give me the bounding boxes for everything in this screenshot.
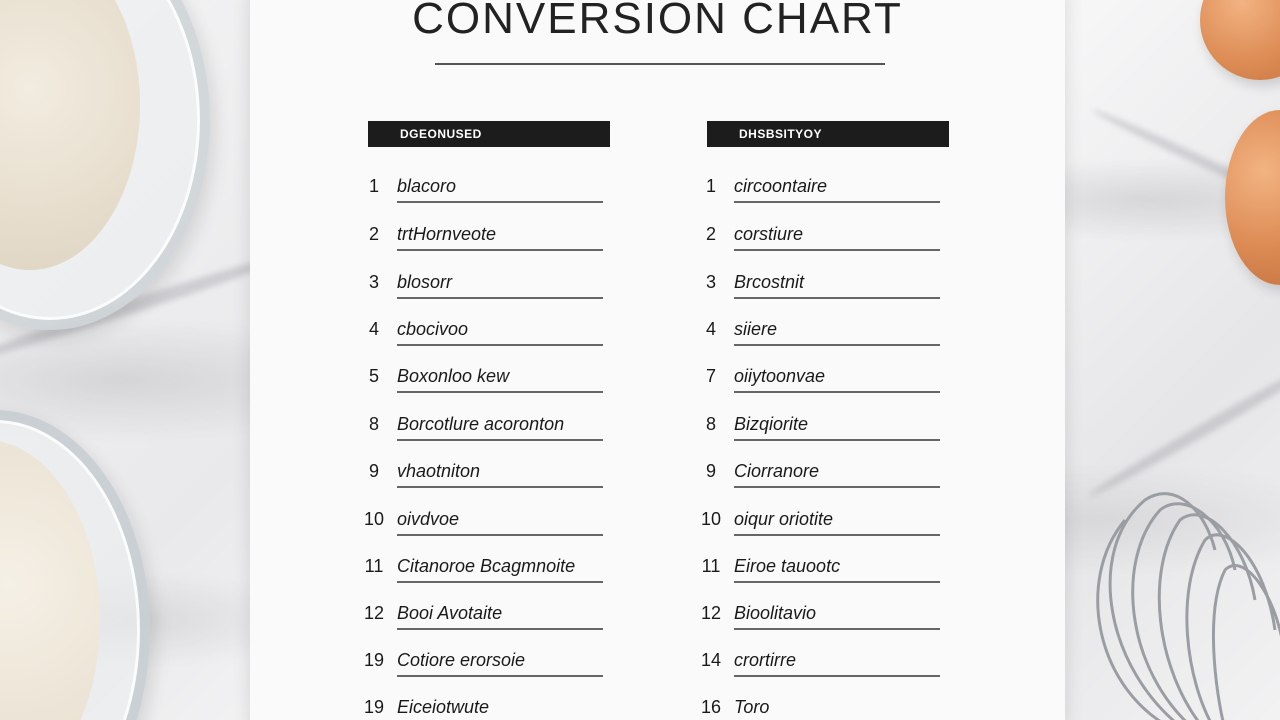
item-label: Eiceiotwute [397, 697, 490, 717]
underline [734, 201, 940, 203]
item-number: 4 [705, 319, 716, 339]
list-item [697, 603, 949, 633]
item-label: trtHornveote [397, 224, 497, 244]
list-item [360, 650, 612, 680]
item-label: oiqur oriotite [734, 509, 834, 529]
underline [397, 391, 603, 393]
item-number: 16 [700, 697, 722, 717]
item-label: vhaotniton [397, 461, 481, 481]
list-item [697, 414, 949, 444]
item-label: cbocivoo [397, 319, 469, 339]
item-number: 4 [368, 319, 379, 339]
underline [734, 628, 940, 630]
item-label: Toro [734, 697, 770, 717]
underline [734, 344, 940, 346]
underline [397, 628, 603, 630]
list-item [360, 603, 612, 633]
item-number: 8 [368, 414, 379, 434]
item-label: oivdvoe [397, 509, 460, 529]
item-label: blacoro [397, 176, 457, 196]
item-label: Booi Avotaite [397, 603, 503, 623]
item-number: 3 [705, 272, 716, 292]
list-item [697, 650, 949, 680]
item-number: 11 [364, 556, 384, 576]
list-item [697, 319, 949, 349]
list-item [697, 461, 949, 491]
item-label: corstiure [734, 224, 804, 244]
item-label: Bizqiorite [734, 414, 809, 434]
underline [397, 534, 603, 536]
list-item [360, 414, 612, 444]
list-item [697, 176, 949, 206]
underline [734, 534, 940, 536]
item-number: 10 [363, 509, 385, 529]
item-number: 5 [368, 366, 379, 386]
underline [734, 297, 940, 299]
list-item [360, 509, 612, 539]
underline [734, 581, 940, 583]
underline [397, 344, 603, 346]
underline [734, 249, 940, 251]
list-item [360, 366, 612, 396]
egg [1225, 110, 1280, 285]
item-number: 11 [701, 556, 721, 576]
item-number: 3 [368, 272, 379, 292]
item-number: 1 [368, 176, 379, 196]
item-number: 2 [368, 224, 379, 244]
underline [734, 675, 940, 677]
list-item [697, 272, 949, 302]
underline [397, 297, 603, 299]
item-label: Bioolitavio [734, 603, 817, 623]
whisk-icon [1085, 490, 1280, 720]
item-label: crortirre [734, 650, 796, 670]
item-number: 12 [363, 603, 385, 623]
list-item [360, 697, 612, 720]
list-item [360, 319, 612, 349]
page-title: CONVERSION CHART [412, 0, 903, 43]
item-label: Cotiore erorsoie [397, 650, 526, 670]
list-item [360, 461, 612, 491]
underline [397, 675, 603, 677]
underline [397, 581, 603, 583]
list-item [360, 272, 612, 302]
underline [734, 439, 940, 441]
underline [397, 201, 603, 203]
item-number: 7 [705, 366, 716, 386]
item-label: Borcotlure acoronton [397, 414, 565, 434]
item-label: Ciorranore [734, 461, 820, 481]
list-item [697, 556, 949, 586]
item-number: 2 [705, 224, 716, 244]
item-label: Boxonloo kew [397, 366, 510, 386]
underline [397, 486, 603, 488]
item-label: oiiytoonvae [734, 366, 826, 386]
list-item [697, 366, 949, 396]
list-item [360, 556, 612, 586]
item-number: 12 [700, 603, 722, 623]
item-label: circoontaire [734, 176, 828, 196]
column-header-right: DHSBSITYOY [707, 121, 949, 147]
egg [1200, 0, 1280, 80]
list-item [697, 509, 949, 539]
list-item [697, 697, 949, 720]
marble-vein [1086, 351, 1280, 501]
item-number: 1 [705, 176, 716, 196]
item-number: 9 [705, 461, 716, 481]
item-number: 8 [705, 414, 716, 434]
list-item [697, 224, 949, 254]
column-header-left: DGEONUSED [368, 121, 610, 147]
item-label: blosorr [397, 272, 453, 292]
item-label: Citanoroe Bcagmnoite [397, 556, 576, 576]
item-number: 19 [363, 697, 385, 717]
list-item [360, 224, 612, 254]
item-number: 9 [368, 461, 379, 481]
item-label: Brcostnit [734, 272, 805, 292]
underline [734, 391, 940, 393]
item-label: Eiroe tauootc [734, 556, 841, 576]
list-item [360, 176, 612, 206]
underline [397, 249, 603, 251]
item-number: 10 [700, 509, 722, 529]
item-label: siiere [734, 319, 778, 339]
title-divider [435, 63, 885, 65]
underline [397, 439, 603, 441]
underline [734, 486, 940, 488]
item-number: 14 [700, 650, 722, 670]
item-number: 19 [363, 650, 385, 670]
